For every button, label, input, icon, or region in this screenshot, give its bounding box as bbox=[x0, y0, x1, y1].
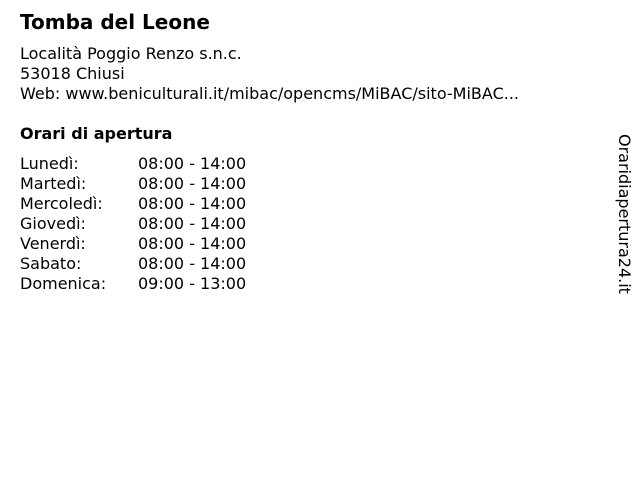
time-range: 08:00 - 14:00 bbox=[138, 174, 247, 193]
hours-row bbox=[20, 174, 268, 194]
address-block bbox=[20, 44, 519, 104]
address-line-1: Località Poggio Renzo s.n.c. bbox=[20, 44, 242, 63]
brand-vertical-label[interactable]: Oraridiapertura24.it bbox=[615, 134, 634, 294]
day-label: Domenica: bbox=[20, 274, 107, 293]
hours-row bbox=[20, 274, 268, 294]
hours-row bbox=[20, 234, 268, 254]
day-label: Mercoledì: bbox=[20, 194, 103, 213]
time-range: 08:00 - 14:00 bbox=[138, 214, 247, 233]
hours-row bbox=[20, 254, 268, 274]
opening-hours-table bbox=[20, 154, 268, 294]
time-range: 09:00 - 13:00 bbox=[138, 274, 247, 293]
hours-row bbox=[20, 154, 268, 174]
hours-row bbox=[20, 214, 268, 234]
day-label: Sabato: bbox=[20, 254, 82, 273]
hours-row bbox=[20, 194, 268, 214]
time-range: 08:00 - 14:00 bbox=[138, 254, 247, 273]
time-range: 08:00 - 14:00 bbox=[138, 154, 247, 173]
day-label: Lunedì: bbox=[20, 154, 79, 173]
web-link[interactable]: Web: www.beniculturali.it/mibac/opencms/MiBAC/sito-MiBAC... bbox=[20, 84, 519, 103]
time-range: 08:00 - 14:00 bbox=[138, 234, 247, 253]
time-range: 08:00 - 14:00 bbox=[138, 194, 247, 213]
opening-hours-title: Orari di apertura bbox=[20, 124, 173, 143]
day-label: Venerdì: bbox=[20, 234, 86, 253]
day-label: Martedì: bbox=[20, 174, 87, 193]
place-title: Tomba del Leone bbox=[20, 10, 210, 34]
address-line-2: 53018 Chiusi bbox=[20, 64, 125, 83]
day-label: Giovedì: bbox=[20, 214, 86, 233]
